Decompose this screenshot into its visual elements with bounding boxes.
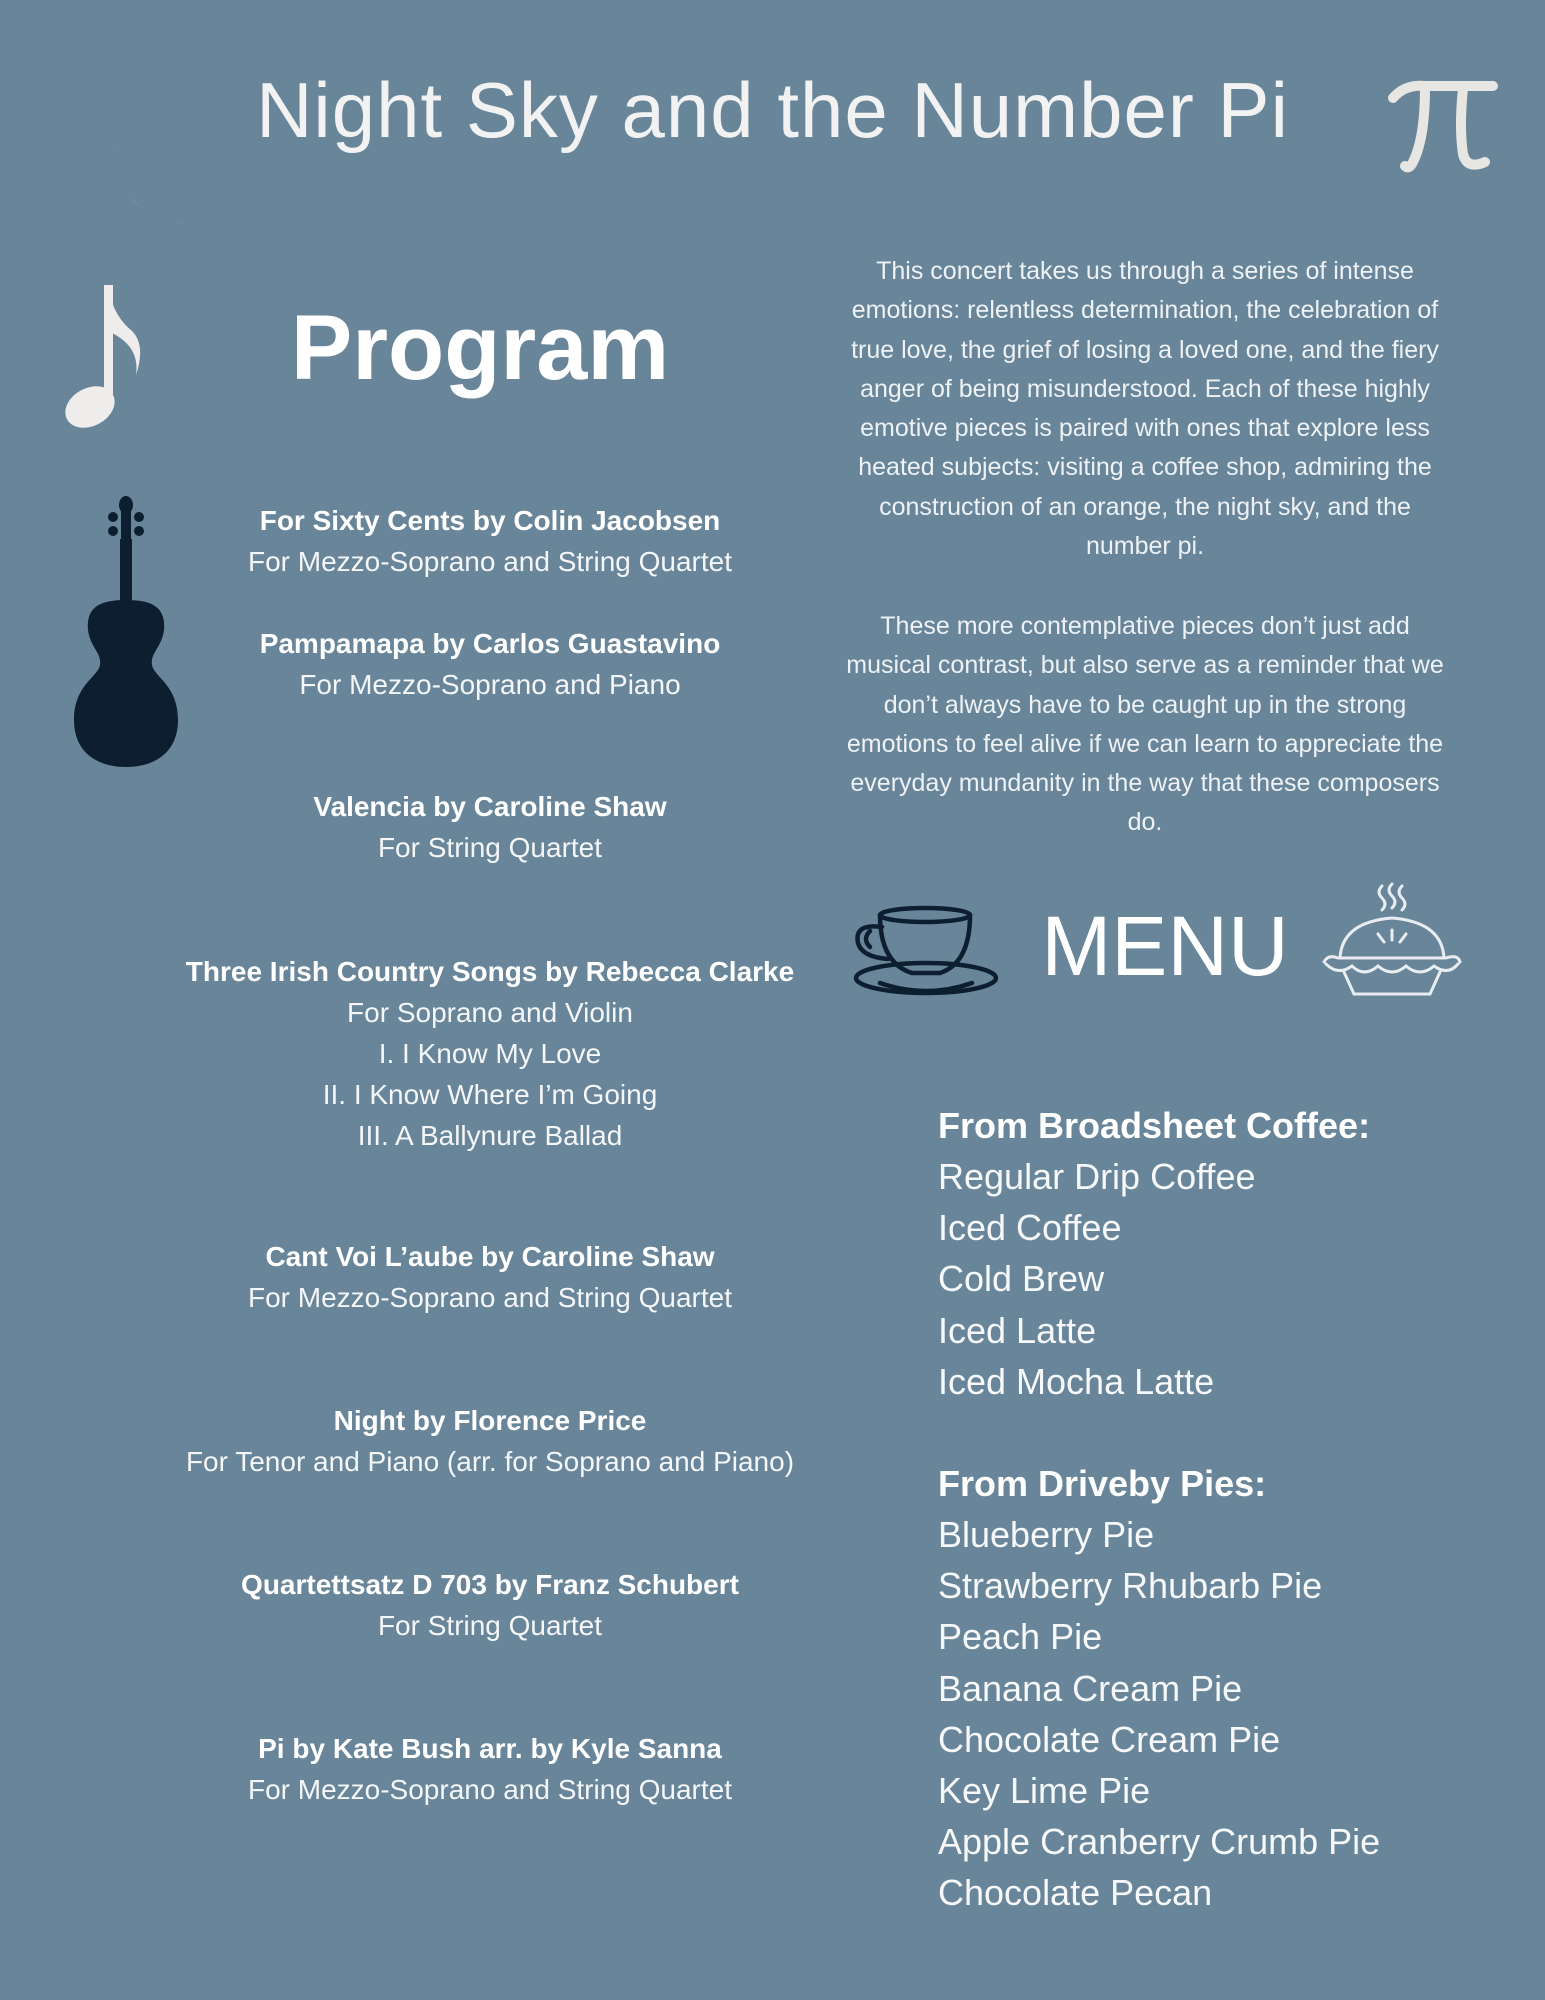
piece-title: Night by Florence Price: [333, 1405, 647, 1436]
menu-item: Iced Latte: [938, 1309, 1097, 1351]
music-note-icon: [60, 275, 150, 435]
coffee-cup-icon: [850, 905, 1005, 1005]
menu-item: Chocolate Pecan: [938, 1872, 1213, 1914]
program-piece: [150, 1728, 830, 1810]
description-line: emotive pieces is paired with ones that explore less: [860, 414, 1430, 443]
program-piece: [150, 623, 830, 705]
description-line: number pi.: [1085, 532, 1205, 561]
program-heading: Program: [290, 297, 670, 399]
description-line: These more contemplative pieces don’t just add: [880, 612, 1410, 640]
menu-section-title: From Driveby Pies:: [938, 1463, 1267, 1504]
menu-heading: MENU: [1041, 899, 1289, 993]
piece-instrumentation: For String Quartet: [377, 832, 603, 863]
piece-movement: I. I Know My Love: [378, 1038, 602, 1069]
piece-movement: III. A Ballynure Ballad: [357, 1120, 623, 1151]
menu-item: Chocolate Cream Pie: [938, 1718, 1281, 1760]
piece-title: Pi by Kate Bush arr. by Kyle Sanna: [258, 1733, 722, 1764]
program-piece: [150, 1564, 830, 1646]
menu-item: Regular Drip Coffee: [938, 1156, 1256, 1197]
piece-title: For Sixty Cents by Colin Jacobsen: [259, 505, 721, 536]
menu-item: Iced Mocha Latte: [938, 1360, 1215, 1402]
menu-section-title: From Broadsheet Coffee:: [938, 1105, 1371, 1146]
piece-instrumentation: For Mezzo-Soprano and String Quartet: [247, 1282, 732, 1313]
description-line: everyday mundanity in the way that these composers: [850, 769, 1440, 798]
piece-instrumentation: For Mezzo-Soprano and Piano: [299, 669, 681, 700]
program-piece: [150, 951, 830, 1156]
description-line: emotions: relentless determination, the celebration of: [851, 296, 1439, 325]
description-paragraph-1: [800, 252, 1490, 566]
piece-title: Quartettsatz D 703 by Franz Schubert: [241, 1569, 739, 1600]
piece-instrumentation: For Tenor and Piano (arr. for Soprano and Piano): [185, 1446, 795, 1477]
piece-instrumentation: For String Quartet: [377, 1610, 603, 1641]
menu-item: Key Lime Pie: [938, 1770, 1151, 1812]
piece-title: Three Irish Country Songs by Rebecca Clarke: [185, 956, 795, 987]
menu-section: [938, 1100, 1498, 1407]
description-line: This concert takes us through a series of intense: [876, 257, 1414, 285]
program-piece: [150, 786, 830, 868]
menu-item: Iced Coffee: [938, 1207, 1122, 1249]
piece-instrumentation: For Mezzo-Soprano and String Quartet: [247, 546, 732, 577]
program-piece: [150, 1236, 830, 1318]
menu-item: Blueberry Pie: [938, 1514, 1155, 1555]
piece-title: Valencia by Caroline Shaw: [313, 791, 667, 822]
description-line: true love, the grief of losing a loved one, and the fiery: [851, 335, 1439, 364]
menu-item: Apple Cranberry Crumb Pie: [938, 1821, 1381, 1863]
piece-instrumentation: For Soprano and Violin: [347, 997, 633, 1028]
pie-icon: [1318, 882, 1466, 1002]
piece-title: Cant Voi L’aube by Caroline Shaw: [265, 1241, 715, 1272]
menu-item: Strawberry Rhubarb Pie: [938, 1565, 1323, 1607]
description-line: musical contrast, but also serve as a reminder that we: [846, 651, 1444, 680]
menu-item: Banana Cream Pie: [938, 1667, 1243, 1709]
description-line: don’t always have to be caught up in the strong: [883, 690, 1407, 719]
menu-section: [938, 1458, 1498, 1919]
program-piece: [150, 1400, 830, 1482]
page-title: Night Sky and the Number Pi: [256, 66, 1289, 154]
piece-instrumentation: For Mezzo-Soprano and String Quartet: [247, 1774, 732, 1805]
description-line: construction of an orange, the night sky, and the: [879, 492, 1411, 521]
crescent-moon-icon: [100, 80, 215, 225]
description-line: emotions to feel alive if we can learn to appreciate the: [846, 729, 1444, 758]
piece-title: Pampamapa by Carlos Guastavino: [259, 628, 721, 659]
description-line: heated subjects: visiting a coffee shop, admiring the: [858, 453, 1432, 482]
menu-item: Cold Brew: [938, 1258, 1105, 1300]
description-line: anger of being misunderstood. Each of these highly: [860, 374, 1430, 403]
description-line: do.: [1127, 808, 1163, 837]
menu-item: Peach Pie: [938, 1616, 1103, 1658]
piece-movement: II. I Know Where I’m Going: [322, 1079, 658, 1110]
description-paragraph-2: [800, 607, 1490, 843]
pi-symbol-icon: [1385, 78, 1500, 178]
program-piece: [150, 500, 830, 582]
